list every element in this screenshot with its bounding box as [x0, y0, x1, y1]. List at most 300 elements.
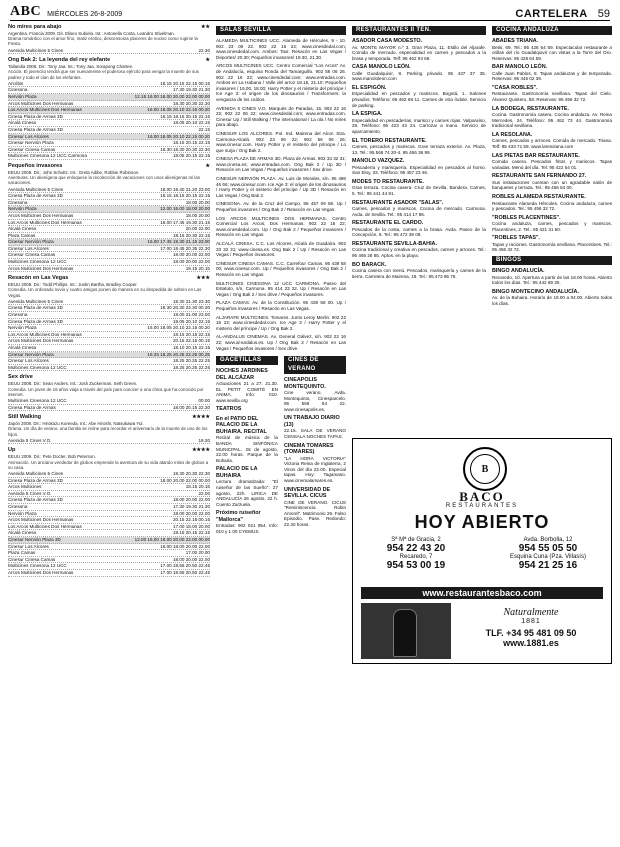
showtimes: 18.30 20.30 22.30: [172, 471, 210, 477]
cinema-name: Alcalá Cinesa: [8, 530, 37, 536]
restaurant-item: [352, 220, 486, 238]
restaurant-name: RESTAURANTE SAN FERNANDO 27.: [492, 173, 587, 180]
cinema-name: Avenida Multicines 5 Cines: [8, 298, 64, 304]
cinema-name: Cinesa Plaza de Armas 3D: [8, 193, 63, 199]
film-meta: EEUU 2009. Dir.: Todd Phillips. Int.: Justin Bartha, Bradley Cooper.: [8, 282, 138, 288]
cinema-name: Arcóbis: [8, 80, 24, 86]
showtime-row: [8, 332, 210, 339]
baco-right-sub: Esquina Cuna (Pza. Villasís): [510, 554, 586, 560]
film-listing: [8, 414, 210, 444]
showtimes: 19.05 20.10 22.15: [172, 318, 210, 324]
showtime-row: [8, 550, 210, 557]
baco-left-address: Sª Mª de Gracia, 2: [391, 537, 441, 543]
item-title: UNIVERSIDAD DE SEVILLA. CICUS: [284, 486, 331, 500]
cinema-name: Cinesur Nervión Plaza: [8, 239, 54, 245]
restaurantes-column: [352, 24, 486, 841]
showtime-row: [8, 239, 210, 246]
showtime-row: [8, 140, 210, 147]
naturalmente-1881-ad: [457, 607, 605, 648]
showtime-row: [8, 213, 210, 220]
restaurant-text: Cocina andaluza, carnes, pescados y mariscos. Placentines, 2. Tel.: 95 421 31 50.: [492, 221, 612, 232]
brand-1881-web: www.1881.es: [503, 638, 559, 648]
cinema-paragraph: CINESUR LOS ALCORES. Pol. Ind. Mairena del Alcor. Stra. Carmona-Alcalá. 902 23 06 22; 902 56 06 26; www.cinesur.com. Harry Potter y el misterio del príncipe / Lo que surja / Ong Bak 2.: [216, 130, 346, 153]
showtimes: 16.00 18.00 20.00 22.00: [160, 543, 210, 549]
showtime-row: [8, 299, 210, 306]
restaurant-item: [492, 173, 612, 191]
showtime-row: [8, 563, 210, 570]
cinema-name: Arcos Multicines Dos Hermanas: [8, 265, 74, 271]
showtime-row: [8, 530, 210, 537]
showtime-row: [8, 120, 210, 127]
film-listing: [8, 24, 210, 54]
cinema-name: Plaza Camas: [8, 232, 36, 238]
naturalmente-label: Naturalmente: [503, 607, 559, 618]
listing-item: [284, 377, 346, 412]
showtime-row: [8, 504, 210, 511]
film-title-line: [8, 57, 210, 64]
restaurant-text: Gran terraza. Cocina casera. Cruz de Sevilla. Bandera. Carnes, 5. Tel.: 95 441 44 91.: [352, 185, 486, 196]
showtimes: 18.00 20.00 22.00 00.00: [160, 477, 210, 483]
cinema-name: Cinesur Cinesa Camas: [8, 252, 56, 258]
cinema-paragraph: CINESUR CINESA CAMAS. C.C. Carrefour Camas. 95 439 58 00; www.cinesur.com. Up / Pequeños invasores / Ong Bak 2 / Resacón en Las Vegas.: [216, 260, 346, 277]
showtime-row: [8, 338, 210, 345]
restaurant-text: Av. MONTE MAYOR n.º 3. Gran Plaza, 11. Estilo del Aljarafe. Comida de mercado, especialidad en carnes y pescados a la brasa y temporada. Telf: 95 462 93 68.: [352, 44, 486, 61]
film-title: Still Walking: [8, 414, 42, 421]
cinema-name: Arcos Multicines Dos Hermanas: [8, 517, 74, 523]
film-listings-column: [8, 24, 210, 841]
item-title: UN TRABAJO DIARIO (13): [284, 415, 340, 428]
cinema-name: Alcalá Cinesa: [8, 120, 37, 126]
showtime-row: [8, 200, 210, 207]
listing-item: [216, 466, 278, 507]
showtimes: 16.00 18.05 20.10 22.15 00.20: [147, 133, 210, 139]
restaurant-item: [352, 111, 486, 134]
item-text: Actuaciones 21 a 27. 21.30. EL PETIT COMITÉ EN ANIMA. Info: 010. www.sevilla.org: [216, 381, 278, 403]
bingo-name: BINGO MONTECINO ANDALUCÍA.: [492, 288, 579, 295]
wine-bottle-icon: [393, 609, 417, 657]
showtimes: 17.30 19.30 21.30: [172, 87, 210, 93]
cinema-name: Cinesona: [8, 199, 28, 205]
cinema-paragraph: ARCOS MULTICINES UCC. Centro Comercial "Los Arcos" Av. de Andalucía, esquina Ronda del Tamarguillo. 902 56 06 26. 902 22 16 22; www.cinesdedal.com; www.entradas.com. Ambos en La Habana / Valle del arroz 18.15, 21.10; Pequeños invasores / 16.00, 18.00; Harry Potter y el misterio del príncipe / Ice Age 3: el origen de los dinosaurios / Transformers: la venganza de los caídos.: [216, 63, 346, 102]
baco-brand: BACO: [459, 489, 505, 504]
item-title: CINEMA TOMARES (TOMARES): [284, 442, 334, 456]
baco-open-today: HOY ABIERTO: [414, 512, 550, 532]
film-title-line: [8, 414, 210, 421]
restaurant-item: [492, 38, 612, 61]
salas-sevilla-column: [216, 24, 346, 841]
restaurant-name: "ROBLES PLACENTINES".: [492, 214, 561, 221]
film-rating: ★★★★: [192, 414, 210, 421]
cinema-name: Cinesona: [8, 503, 28, 509]
restaurant-item: [352, 241, 486, 259]
showtime-row: [8, 544, 210, 551]
showtime-row: [8, 114, 210, 121]
cinema-name: Multicines Cinesona 12 UCC: [8, 364, 67, 370]
cinema-paragraph: MULTICINES CINESONA 12 UCC CARMONA. Paseo del Estatuto, s/n, Carmona. 95 414 23 22. Up / Resacón en Las Vegas / Ong Bak 2 / Sex drive / Pequeños invasores.: [216, 280, 346, 297]
brand-1881: 1881: [521, 618, 541, 625]
film-meta: Japón 2008. Dir.: Hirokazu Koreeda. Int.: Abe Hiroshi, Natsukawa Yui.: [8, 421, 144, 427]
restaurant-item: [492, 153, 612, 171]
salas-text: [216, 38, 346, 351]
showtime-row: [8, 101, 210, 108]
cinema-name: Los Arcos Multicines Dos Hermanas: [8, 523, 82, 529]
restaurant-text: Cocina tradicional y creativa en pescados, carnes y arroces. Tel.: 95 466 28 85. Aptos. en la playa.: [352, 247, 486, 259]
restaurant-name: MANOLO VAZQUEZ.: [352, 158, 405, 165]
baco-right-phone: 954 55 05 50: [518, 543, 578, 554]
showtime-row: [8, 147, 210, 154]
showtimes: 18.00 19.40 21.20 23.00: [160, 186, 210, 192]
cinema-name: Multicines Cinesona 12 UCC: [8, 259, 67, 265]
showtime-row: [8, 153, 210, 160]
showtimes: 19.30 21.30 23.30: [172, 298, 210, 304]
film-title: Sex drive: [8, 374, 33, 381]
listing-item: [216, 510, 278, 534]
cinema-name: Multicines Cinesona 12 UCC: [8, 563, 67, 569]
film-rating: ★: [205, 57, 210, 64]
showtimes: 18.15 20.15 22.15: [172, 140, 210, 146]
restaurant-text: Calle Juan Pablos, 8. Tapas andaluzas y de temporada. Reservas: 95 445 02 39.: [492, 70, 612, 82]
restaurant-text: Especialidad en pescaderías, marisco y carnes rojas. Valparaíso, 28. Teléfono: 95 423 43 24. Carrozar a mano. Servicio de aparcamiento.: [352, 117, 486, 134]
film-title-line: [8, 163, 210, 170]
restaurant-name: "CASA ROBLES".: [492, 84, 538, 91]
restaurant-text: Pescadería y marisquería. Especialidad en pescados al horno. San Eloy, 33. Teléfono: 95 457 23 46.: [352, 164, 486, 176]
showtimes: 18.15 20.15 22.15: [172, 530, 210, 536]
bingo-item: [492, 289, 612, 307]
restaurant-item: [492, 106, 612, 129]
cinema-paragraph: CINESUR NERVIÓN PLAZA. Av. Luis de Morales, s/n. 95 498 46 66; www.cinesur.com. Ice Age 3: el origen de los dinosaurios / Harry Potter y el misterio del príncipe / Up 3D / Resacón en Las Vegas / Ong Bak 2.: [216, 176, 346, 198]
film-title-line: [8, 275, 210, 282]
page-header: [10, 4, 610, 21]
showtime-row: [8, 557, 210, 564]
cocina-andaluza-column: [492, 24, 612, 841]
baco-website: www.restaurantesbaco.com: [361, 587, 603, 599]
showtimes: 18.00 20.00: [185, 212, 210, 218]
film-synopsis: Aventuras. Un alienígena que enloquece la recolección de vacaciones con unos alienígenas mi las vacaciones.: [8, 175, 201, 186]
film-listing: [8, 447, 210, 576]
showtimes: 20.15 22.15 00.15: [172, 517, 210, 523]
bingos-band: BINGOS: [492, 256, 612, 265]
cinema-name: Avenida Multicines 5 Cines: [8, 471, 64, 477]
restaurant-text: Sus instalaciones cuentan con un agradable salón de banquetes y terraza. Tel.: 95 456 84 00.: [492, 179, 612, 191]
showtimes: 18.00 20.15 22.30: [172, 404, 210, 410]
restaurant-item: [492, 85, 612, 103]
film-meta: EEUU 2009. Dir.: John Schultz. Int.: Greta Adibe, Robbie Robinson.: [8, 169, 140, 175]
film-title: Pequeños invasores: [8, 162, 63, 169]
baco-right-phone2: 954 21 25 16: [518, 560, 578, 571]
showtime-row: [8, 325, 210, 332]
showtimes: 18.00 20.00: [185, 199, 210, 205]
cinema-name: Arcos Multicines: [8, 484, 42, 490]
showtimes: 18.05 20.10 22.15: [172, 120, 210, 126]
film-rating: ★★: [201, 24, 210, 30]
cinema-name: Avenida Multicines 5 Cines: [8, 186, 64, 192]
showtimes: 18.15 20.15: [185, 265, 210, 271]
listing-item: [284, 415, 346, 439]
restaurant-item: [352, 85, 486, 108]
showtimes: 16.15 18.15 20.15 22.15: [160, 113, 210, 119]
cinema-name: Alcalá Cinesa: [8, 226, 37, 232]
showtime-row: [8, 319, 210, 326]
cinema-name: Avenida Multicines 5 Cines: [8, 47, 64, 53]
cinema-name: Cinesur Nervión Plaza: [8, 351, 54, 357]
section-title: CARTELERA: [515, 8, 588, 20]
film-title-line: [8, 374, 210, 381]
cinema-name: Los Arcos Multicines Dos Hermanas: [8, 331, 82, 337]
cinema-name: Nervión Plaza: [8, 206, 37, 212]
showtimes: 18.15 20.30 22.15: [172, 232, 210, 238]
restaurant-item: [352, 179, 486, 197]
restaurant-text: Cocina. Gastronomía casera. Cocina andaluza. Av. Reina Mercedes, 24. Teléfono: 95 462 73 44. Gastronomía tradicional sevillana.: [492, 112, 612, 129]
restaurant-name: BAR MANOLO LEÓN.: [492, 64, 548, 71]
showtimes: 20.15 22.15 00.15: [172, 338, 210, 344]
baco-left-phone2: 954 53 00 19: [386, 560, 446, 571]
showtime-row: [8, 517, 210, 524]
showtime-row: [8, 537, 210, 544]
showtime-row: [8, 405, 210, 412]
restaurant-item: [352, 138, 486, 156]
cinema-name: Cinesur Cinesa Camas: [8, 556, 56, 562]
cinema-name: Nervión Plaza: [8, 510, 37, 516]
showtime-row: [8, 438, 210, 445]
film-meta: Argentina, Francia 2009. Dir. Eliseo Subiela. Int.: Antonella Costa, Leandro Stivelman.: [8, 31, 175, 36]
item-title: NOCHES JARDINES DEL ALCÁZAR: [216, 368, 268, 381]
cinema-name: Arcos Multicines Dos Hermanas: [8, 338, 74, 344]
restaurant-name: RESTAURANTE EL CARDO.: [352, 220, 424, 227]
restaurant-name: ROBLES ALAMEDA RESTAURANTE.: [492, 194, 586, 200]
showtimes: 18.00 20.00 22.00: [172, 252, 210, 258]
listing-item: [284, 487, 346, 528]
bingo-text: Recaredo, 10. Apertura a partir de las 18.00 horas. Abierto todos los días. Tel.: 95 442 69 30.: [492, 274, 612, 286]
film-synopsis: Comedia. Un ordenado novio y cuatro amigos ponen de manera en su despedida de soltero en Las Vegas.: [8, 287, 202, 298]
restaurant-item: [492, 132, 612, 150]
film-rating: ★★★★: [192, 447, 210, 454]
showtimes: 16.15 18.15 20.15 22.15: [160, 193, 210, 199]
cinema-name: Cinesur Los Alcores: [8, 358, 49, 364]
restaurant-item: [492, 194, 612, 212]
listing-item: [216, 368, 278, 403]
film-synopsis: Comedia. Un joven de 18 años viaja a través del país para conocer a una chica que ha conocido por internet.: [8, 386, 204, 397]
listing-item: [216, 406, 278, 413]
showtime-row: [8, 266, 210, 273]
page-date: MIÉRCOLES 26-8-2009: [47, 11, 123, 18]
cinema-name: Multicines Cinesona 12 UCC Carmona: [8, 153, 87, 159]
showtime-row: [8, 305, 210, 312]
baco-left-sub: Recaredo, 7: [399, 554, 433, 560]
showtimes: 18.00 20.00 22.00: [172, 497, 210, 503]
showtimes: 16.00 17.45 19.30 21.15: [160, 219, 210, 225]
film-listing: [8, 374, 210, 411]
showtime-row: [8, 398, 210, 405]
cinema-name: Alcalá Cinesa: [8, 345, 37, 351]
restaurant-item: [352, 64, 486, 82]
showtime-row: [8, 127, 210, 134]
film-rating: ★: [205, 162, 210, 169]
showtime-row: [8, 81, 210, 88]
cinema-paragraph: ALAMEDA MULTICINES UCC. Alameda de Hércules, 9 - 10. 902 23 06 22. 902 22 16 22; www.cinesdedal.com; www.cinesdedal.com. Ambos: Taxi: Resacón en Las Vegas / Deportes/ 20.30; Pequeños invasores/ 19.30, 21.30.: [216, 38, 346, 60]
film-title-line: [8, 24, 210, 31]
baco-advertisement: [352, 438, 612, 664]
showtimes: 18.30: [198, 437, 210, 443]
baco-right-address: Avda. Borbolla, 12: [523, 537, 573, 543]
cinema-name: Plaza Camas: [8, 550, 36, 556]
showtime-row: [8, 345, 210, 352]
restaurant-name: LA RESOLANA.: [492, 131, 533, 138]
film-synopsis: Drama romántico con el amor fino, matiz erotico, descensoras placeres de nocivo como rugirse la Fiesta.: [8, 36, 198, 47]
cines-verano-band: CINES DE VERANO: [284, 356, 346, 374]
item-title: Próximo ruiseñor "Mallorca": [216, 510, 261, 523]
restaurantes-band: RESTAURANTES II TEN.: [352, 26, 486, 35]
page-number: 59: [597, 8, 610, 20]
film-meta: EEUU 2008. Dir.: Sean Anders. Int.: Josh Zuckerman, Seth Green.: [8, 381, 138, 387]
restaurant-text: Betis, 69. Tel.: 95 428 64 59. Espectacular restaurante a orillas del río Guadalquivir con vistas a la Torre del Oro. Reservas: 95 428 64 59.: [492, 44, 612, 61]
cinema-paragraph: AL-ANDALUS CINEMAS. Av. General Gálvez, s/n. 902 22 16 22; www.al-andalus.es. Up / Ong Bak 2 / Resacón en Las Vegas / Pequeños invasores / Sex drive.: [216, 334, 346, 351]
salas-sevilla-band: SALAS SEVILLA: [216, 26, 346, 35]
cinema-name: Cinesur Nervión Plaza: [8, 140, 54, 146]
baco-logo-initial: B: [470, 454, 500, 484]
cinema-name: Cinesa Plaza de Armas 3D: [8, 497, 63, 503]
restaurant-text: Tapas y raciones. Gastronomía sevillana. Placentines. Tel.: 95 456 32 72.: [492, 241, 612, 253]
showtime-row: [8, 87, 210, 94]
showtimes: 12.00 16.00 18.00 20.00 22.00 00.00: [134, 536, 210, 542]
restaurant-item: [352, 200, 486, 218]
showtime-row: [8, 226, 210, 233]
film-synopsis: Animación. Un anciano vendedor de globos emprende la aventura de su vida atando miles de globos a su casa.: [8, 459, 209, 470]
film-title-line: [8, 447, 210, 454]
restaurant-item: [492, 235, 612, 253]
cinema-name: Cinesur Los Alcores: [8, 133, 49, 139]
showtime-row: [8, 220, 210, 227]
restaurant-text: Pescados de la costa, carnes a la brasa. Avda. Paseo de la Concepción, 6. Tel.: 95 472 38 08.: [352, 226, 486, 238]
showtimes: 16.00 18.05 20.10 22.15 00.20: [147, 325, 210, 331]
restaurant-text: Restaurante Alameda Hércules. Cocina andaluza, carnes y pescados. Tel.: 95 456 32 72.: [492, 200, 612, 212]
cinema-name: Cinesona: [8, 87, 28, 93]
item-text: Lectura dramatizada: "El ruiseñor de las Sueño". 27 agosto, 22h. LIRICA DE ANDALUCÍA 26 agosto, 22 h. Cuento Zarzuela.: [216, 479, 278, 507]
showtime-row: [8, 511, 210, 518]
showtime-row: [8, 312, 210, 319]
restaurant-text: Comida casera. Pescados fritos y mariscos. Tapas variadas. Menú del día. Tel: 95 422 54 01.: [492, 159, 612, 170]
cinema-name: Avenida 5 Cines V.O.: [8, 437, 52, 443]
showtimes: 18.30 20.30 22.30: [172, 100, 210, 106]
bingo-name: BINGO ANDALUCÍA.: [492, 268, 545, 275]
film-title: Up: [8, 447, 16, 454]
showtime-row: [8, 570, 210, 577]
item-text: 22.15. SALA DE VERANO CENSALA NOCHES TAPAS.: [284, 428, 346, 440]
bingo-item: [492, 268, 612, 286]
showtimes: 18.10 20.15 22.15: [172, 345, 210, 351]
showtime-row: [8, 259, 210, 266]
cinema-paragraph: CINESONA. Av. de la Cruz del Campo. 95 457 09 88. Up / Pequeños invasores / Ong Bak 2 / Resacón en Las Vegas.: [216, 201, 346, 213]
cinema-paragraph: AVENIDA 5 CINES V.O. Marqués de Paradas, 15. 902 22 16 22; 902 22 06 22; www.cinesdedal.com; www.entradas.com. Cinesur Up / Still Walking / The international / La ola / No mires para abajo.: [216, 105, 346, 128]
showtimes: 22.00: [198, 490, 210, 496]
item-title: CINEAPOLIS MONTEQUINTO.: [284, 377, 326, 390]
cinema-name: Arcos Multicines Dos Hermanas: [8, 100, 74, 106]
showtimes: 17.30 19.30 21.30: [172, 503, 210, 509]
cinema-name: Cinesa Plaza de Armas 3D: [8, 318, 63, 324]
item-text: "LA HORA VICTORIA" Victoria Reina de Inglaterra, 2 Vinos del día 22.00. Especial tapas. Hoy: Tagamaso. www.cinemalamares.es.: [284, 455, 346, 484]
item-title: TEATROS: [216, 406, 242, 413]
showtimes: 20.00 22.00: [185, 226, 210, 232]
showtimes: 17.00 18.55 20.50 22.45: [160, 563, 210, 569]
cinema-name: Arcos Multicines Dos Hermanas: [8, 212, 74, 218]
showtimes: 22.15: [198, 126, 210, 132]
showtimes: 19.00 21.00 23.00: [172, 312, 210, 318]
showtimes: 16.30 18.30 20.30 22.30: [160, 146, 210, 152]
showtimes: 18.15 20.15 22.15: [172, 331, 210, 337]
restaurant-name: ABADES TRIANA.: [492, 38, 539, 44]
restaurant-text: Carnes, pescados y mariscos. Gran terraza exterior. Av. Plaza, 13. Tel.: 95 566 74 20-4. 95 466 36 99.: [352, 144, 486, 155]
cinema-name: Cinesur Los Alcores: [8, 543, 49, 549]
cinema-name: Cinesa Plaza de Armas 3D: [8, 477, 63, 483]
film-synopsis: Acción. El jovencito tendrá que ser nuevamente el poderoso ejército para vengar la muerte de sus padres y todo el clan de los elefantes.: [8, 69, 199, 80]
showtimes: 17.00 20.00: [185, 550, 210, 556]
showtime-row: [8, 187, 210, 194]
cinema-name: Cinesa Plaza de Armas 3D: [8, 126, 63, 132]
restaurant-name: EL ESPIGÓN.: [352, 84, 387, 91]
film-title: Ong Bak 2: La leyenda del rey elefante: [8, 57, 111, 64]
cinema-paragraph: ALCALÁ CINESA. C.C. Los Alcores, Alcalá de Guadaíra. 902 33 32 31; www.cinesa.es. Ong Bak 2 / Up / Resacón en Las Vegas / Pequeños invasores.: [216, 241, 346, 258]
listing-item: [216, 416, 278, 463]
showtimes: 18.30 20.30 22.30 00.30: [160, 305, 210, 311]
cinema-name: Cinesa Plaza de Armas: [8, 404, 56, 410]
film-title: No mires para abajo: [8, 24, 62, 30]
restaurant-name: MODES TO RESTAURANTE.: [352, 178, 424, 185]
showtime-row: [8, 358, 210, 365]
showtime-row: [8, 134, 210, 141]
film-listing: [8, 275, 210, 371]
cinema-name: Cinesa Plaza de Armas 3D: [8, 113, 63, 119]
cinema-name: Los Arcos Multicines Dos Hermanas: [8, 219, 82, 225]
showtimes: 18.15 20.15: [185, 484, 210, 490]
item-text: Recital de música de la BANDA SINFÓNICA MUNICIPAL. 26 de agosto, 22.00 horas. Parque de la Buhaira.: [216, 435, 278, 463]
listing-item: [284, 443, 346, 484]
bingo-text: Av. de la Buhaira. Horario de 18.00 a 04.00. Abierto todos los días.: [492, 295, 612, 306]
showtimes: 18.25 20.25 22.25: [172, 364, 210, 370]
bottom-boxes: [216, 354, 346, 538]
showtime-row: [8, 252, 210, 259]
baco-logo-icon: [463, 447, 507, 491]
cinema-name: Los Arcos Multicines Dos Hermanas: [8, 107, 82, 113]
restaurant-text: Calle Guadalquivir, 8. Parking privado. 95 437 37 35. www.manololeon.com: [352, 70, 486, 82]
restaurant-text: Carnes, pescados y mariscos. Cocina de mercado. Carmona. Avda. de Sevilla. Tel.: 95 414 17 86.: [352, 206, 486, 217]
showtimes: 00.00: [198, 398, 210, 404]
showtime-row: [8, 365, 210, 372]
showtimes: 22.30: [198, 47, 210, 53]
film-title: Resacón en Las Vegas: [8, 275, 69, 282]
film-meta: EEUU 2009. Dir.: Pete Docter, Bob Peterson.: [8, 454, 96, 460]
showtimes: 18.00 20.00 22.00: [172, 510, 210, 516]
baco-left-phone: 954 22 43 20: [386, 543, 446, 554]
item-text: Cine verano. Avda. Montequinto, Cinesparcelo. 95 569 84 22. www.cinesapolis.es.: [284, 390, 346, 412]
restaurant-text: Carnes, pescados y arroces. Comida de mercado. Triana. Telf: 95 433 71 59. www.laresolana.com: [492, 138, 612, 150]
showtimes: 16.25 18.25 20.25 22.25 00.25: [147, 351, 210, 357]
restaurant-name: RESTAURANTE SEVILLA-BAHIA.: [352, 240, 437, 247]
film-listing: [8, 57, 210, 160]
showtime-row: [8, 478, 210, 485]
showtimes: 16.00 18.05 20.10 22.15 00.20: [147, 107, 210, 113]
gacetillas-box: [216, 354, 278, 538]
cinema-paragraph: LOS ARCOS MULTICINES DOS HERMANAS. Centro Comercial Los Arcos, Dos Hermanas. 902 22 16 22; www.cinesdedal.com. Up / Ong Bak 2 / Pequeños invasores / Resacón en Las Vegas.: [216, 215, 346, 238]
showtime-row: [8, 524, 210, 531]
restaurant-name: CASA MANOLO LEÓN.: [352, 64, 411, 71]
restaurant-name: RESTAURANTE ASADOR "SALAS".: [352, 199, 444, 206]
showtimes: 16.00 17.45 19.30 21.15 23.00: [147, 239, 210, 245]
restaurant-text: Restaurante. Gastronomía sevillana. Tapas del Cielo. Álvarez Quintero, 58. Reservas: 95 456 32 72.: [492, 91, 612, 103]
cinema-name: Multicines Cinesona 12 UCC: [8, 398, 67, 404]
film-rating: ★★★: [196, 275, 210, 282]
showtime-row: [8, 484, 210, 491]
restaurant-name: LA ESPIGA.: [352, 111, 383, 118]
showtimes: 18.15 20.15 22.15 00.15: [160, 80, 210, 86]
